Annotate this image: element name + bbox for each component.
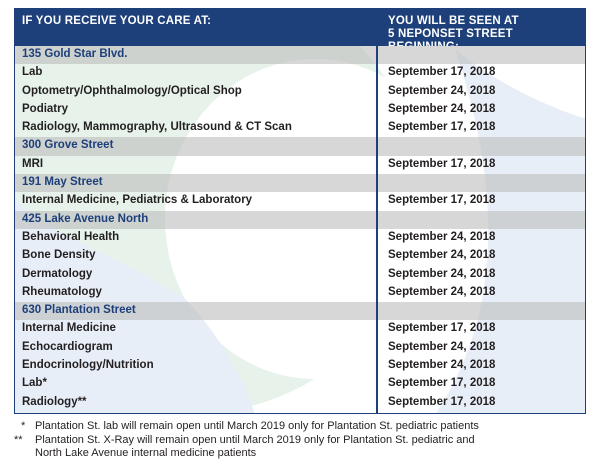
start-date: September 17, 2018 (388, 395, 496, 408)
section-title: 135 Gold Star Blvd. (22, 48, 128, 60)
start-date: September 17, 2018 (388, 66, 496, 79)
footnotes (14, 420, 586, 461)
footnote-text: Plantation St. X-Ray will remain open until March 2019 only for Plantation St. pediatric and (35, 434, 475, 446)
section-row (15, 174, 586, 192)
service-name: Internal Medicine, Pediatrics & Laboratory (22, 194, 253, 207)
table-row (15, 229, 586, 247)
start-date: September 24, 2018 (388, 340, 496, 353)
start-date: September 24, 2018 (388, 285, 496, 298)
start-date: September 17, 2018 (388, 194, 496, 207)
table-row (15, 64, 586, 82)
start-date: September 24, 2018 (388, 230, 496, 243)
service-name: MRI (22, 157, 44, 170)
table-row (15, 339, 586, 357)
table-row (15, 156, 586, 174)
service-name: Dermatology (22, 267, 93, 280)
table-body (15, 46, 586, 412)
service-name: Internal Medicine (22, 322, 116, 335)
start-date: September 17, 2018 (388, 121, 496, 134)
section-title: 425 Lake Avenue North (22, 212, 149, 225)
start-date: September 24, 2018 (388, 102, 496, 115)
start-date: September 24, 2018 (388, 267, 496, 280)
table-header (15, 9, 586, 46)
table-row (15, 101, 586, 119)
start-date: September 17, 2018 (388, 377, 496, 390)
service-name: Echocardiogram (22, 340, 113, 353)
service-name: Optometry/Ophthalmology/Optical Shop (22, 84, 242, 97)
service-name: Podiatry (22, 102, 69, 115)
section-title: 191 May Street (22, 176, 103, 189)
table-row (15, 394, 586, 412)
table-row (15, 266, 586, 284)
schedule-table (14, 8, 586, 414)
section-title: 630 Plantation Street (22, 304, 136, 317)
service-name: Radiology** (22, 395, 87, 408)
start-date: September 17, 2018 (388, 322, 496, 335)
column-divider (376, 46, 378, 414)
section-row (15, 302, 586, 320)
footnote (14, 434, 586, 460)
section-row (15, 46, 586, 64)
service-name: Radiology, Mammography, Ultrasound & CT Scan (22, 121, 292, 134)
service-name: Behavioral Health (22, 230, 120, 243)
table-row (15, 284, 586, 302)
header-new-location-line2: 5 NEPONSET STREET (388, 28, 513, 40)
section-row (15, 137, 586, 155)
table-row (15, 357, 586, 375)
footnote-text: Plantation St. lab will remain open until March 2019 only for Plantation St. pediatric patients (35, 420, 479, 432)
section-title: 300 Grove Street (22, 139, 114, 152)
table-row (15, 247, 586, 265)
table-row (15, 192, 586, 210)
start-date: September 17, 2018 (388, 157, 496, 170)
header-care-location: IF YOU RECEIVE YOUR CARE AT: (22, 15, 212, 27)
service-name: Lab* (22, 377, 47, 390)
table-row (15, 320, 586, 338)
table-row (15, 375, 586, 393)
footnote-text: North Lake Avenue internal medicine patients (35, 447, 257, 459)
start-date: September 24, 2018 (388, 84, 496, 97)
section-row (15, 211, 586, 229)
service-name: Bone Density (22, 249, 96, 262)
table-row (15, 83, 586, 101)
start-date: September 24, 2018 (388, 249, 496, 262)
service-name: Lab (22, 66, 43, 79)
footnote-mark: ** (14, 434, 23, 446)
table-row (15, 119, 586, 137)
start-date: September 24, 2018 (388, 359, 496, 372)
header-new-location-line1: YOU WILL BE SEEN AT (388, 15, 519, 27)
footnote (14, 420, 586, 433)
footnote-mark: * (21, 420, 26, 432)
service-name: Rheumatology (22, 285, 102, 298)
service-name: Endocrinology/Nutrition (22, 359, 154, 372)
